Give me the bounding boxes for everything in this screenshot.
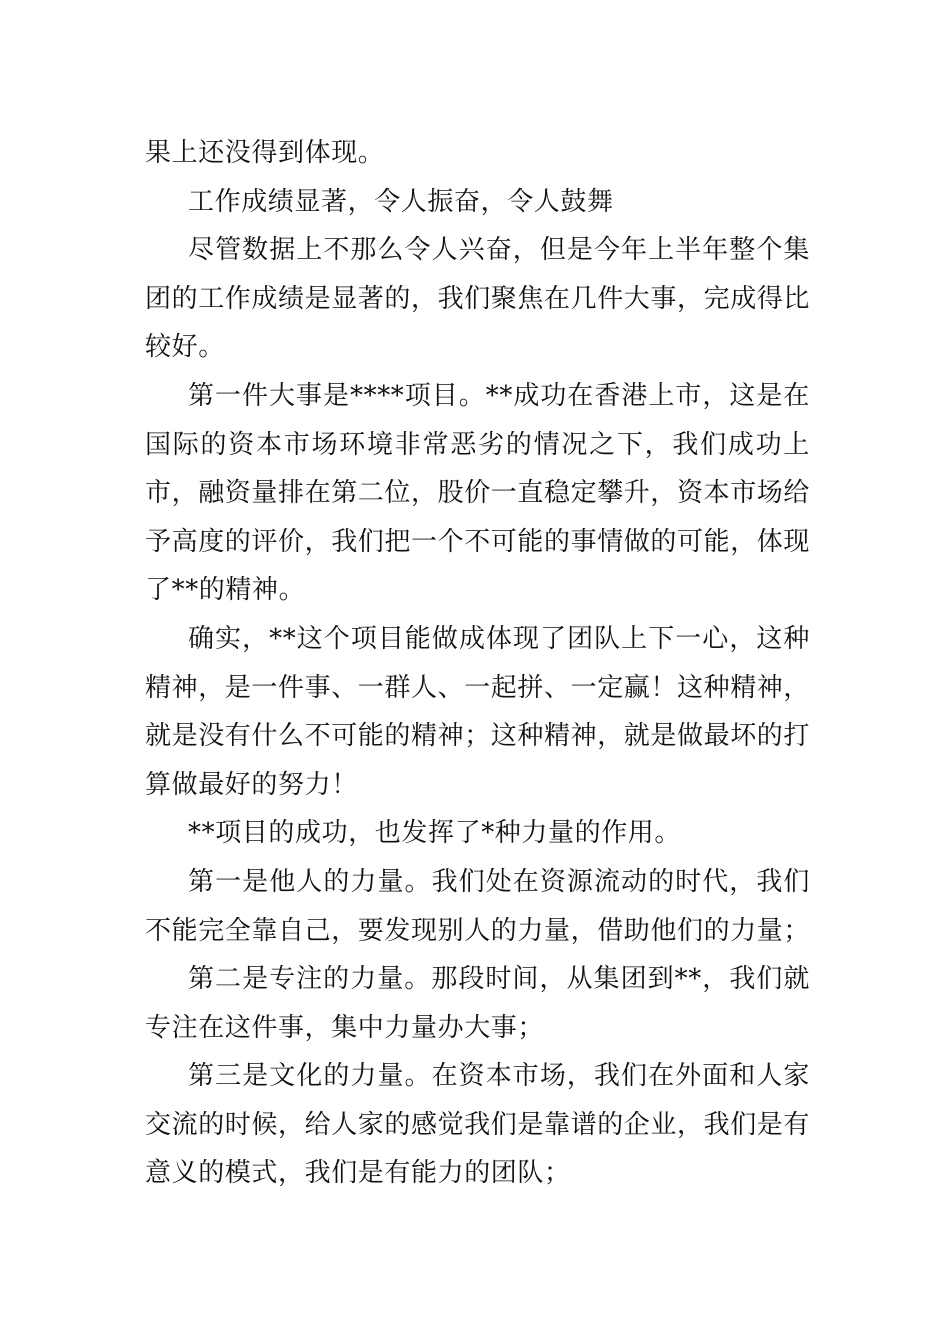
paragraph: 第三是文化的力量。在资本市场，我们在外面和人家交流的时候，给人家的感觉我们是靠谱的企业，我们是有意义的模式，我们是有能力的团队；	[145, 1061, 811, 1189]
paragraph: **项目的成功，也发挥了*种力量的作用。	[188, 818, 682, 849]
paragraph: 第一是他人的力量。我们处在资源流动的时代，我们不能完全靠自己，要发现别人的力量，借助他们的力量；	[145, 866, 811, 946]
paragraph: 第一件大事是****项目。**成功在香港上市，这是在国际的资本市场环境非常恶劣的情况之下，我们成功上市，融资量排在第二位，股价一直稳定攀升，资本市场给予高度的评价，我们把一个不可能的事情做的可能，体现了**的精神。	[145, 380, 811, 606]
document-body	[145, 129, 810, 1198]
paragraph: 尽管数据上不那么令人兴奋，但是今年上半年整个集团的工作成绩是显著的，我们聚焦在几件大事，完成得比较好。	[145, 235, 811, 363]
paragraph: 第二是专注的力量。那段时间，从集团到**，我们就专注在这件事，集中力量办大事；	[145, 964, 810, 1043]
paragraph: 确实，**这个项目能做成体现了团队上下一心，这种精神，是一件事、一群人、一起拼、一定赢！这种精神，就是没有什么不可能的精神；这种精神，就是做最坏的打算做最好的努力！	[145, 623, 811, 800]
paragraph-continuation: 果上还没得到体现。	[145, 138, 385, 168]
section-heading: 工作成绩显著，令人振奋，令人鼓舞	[188, 186, 614, 217]
